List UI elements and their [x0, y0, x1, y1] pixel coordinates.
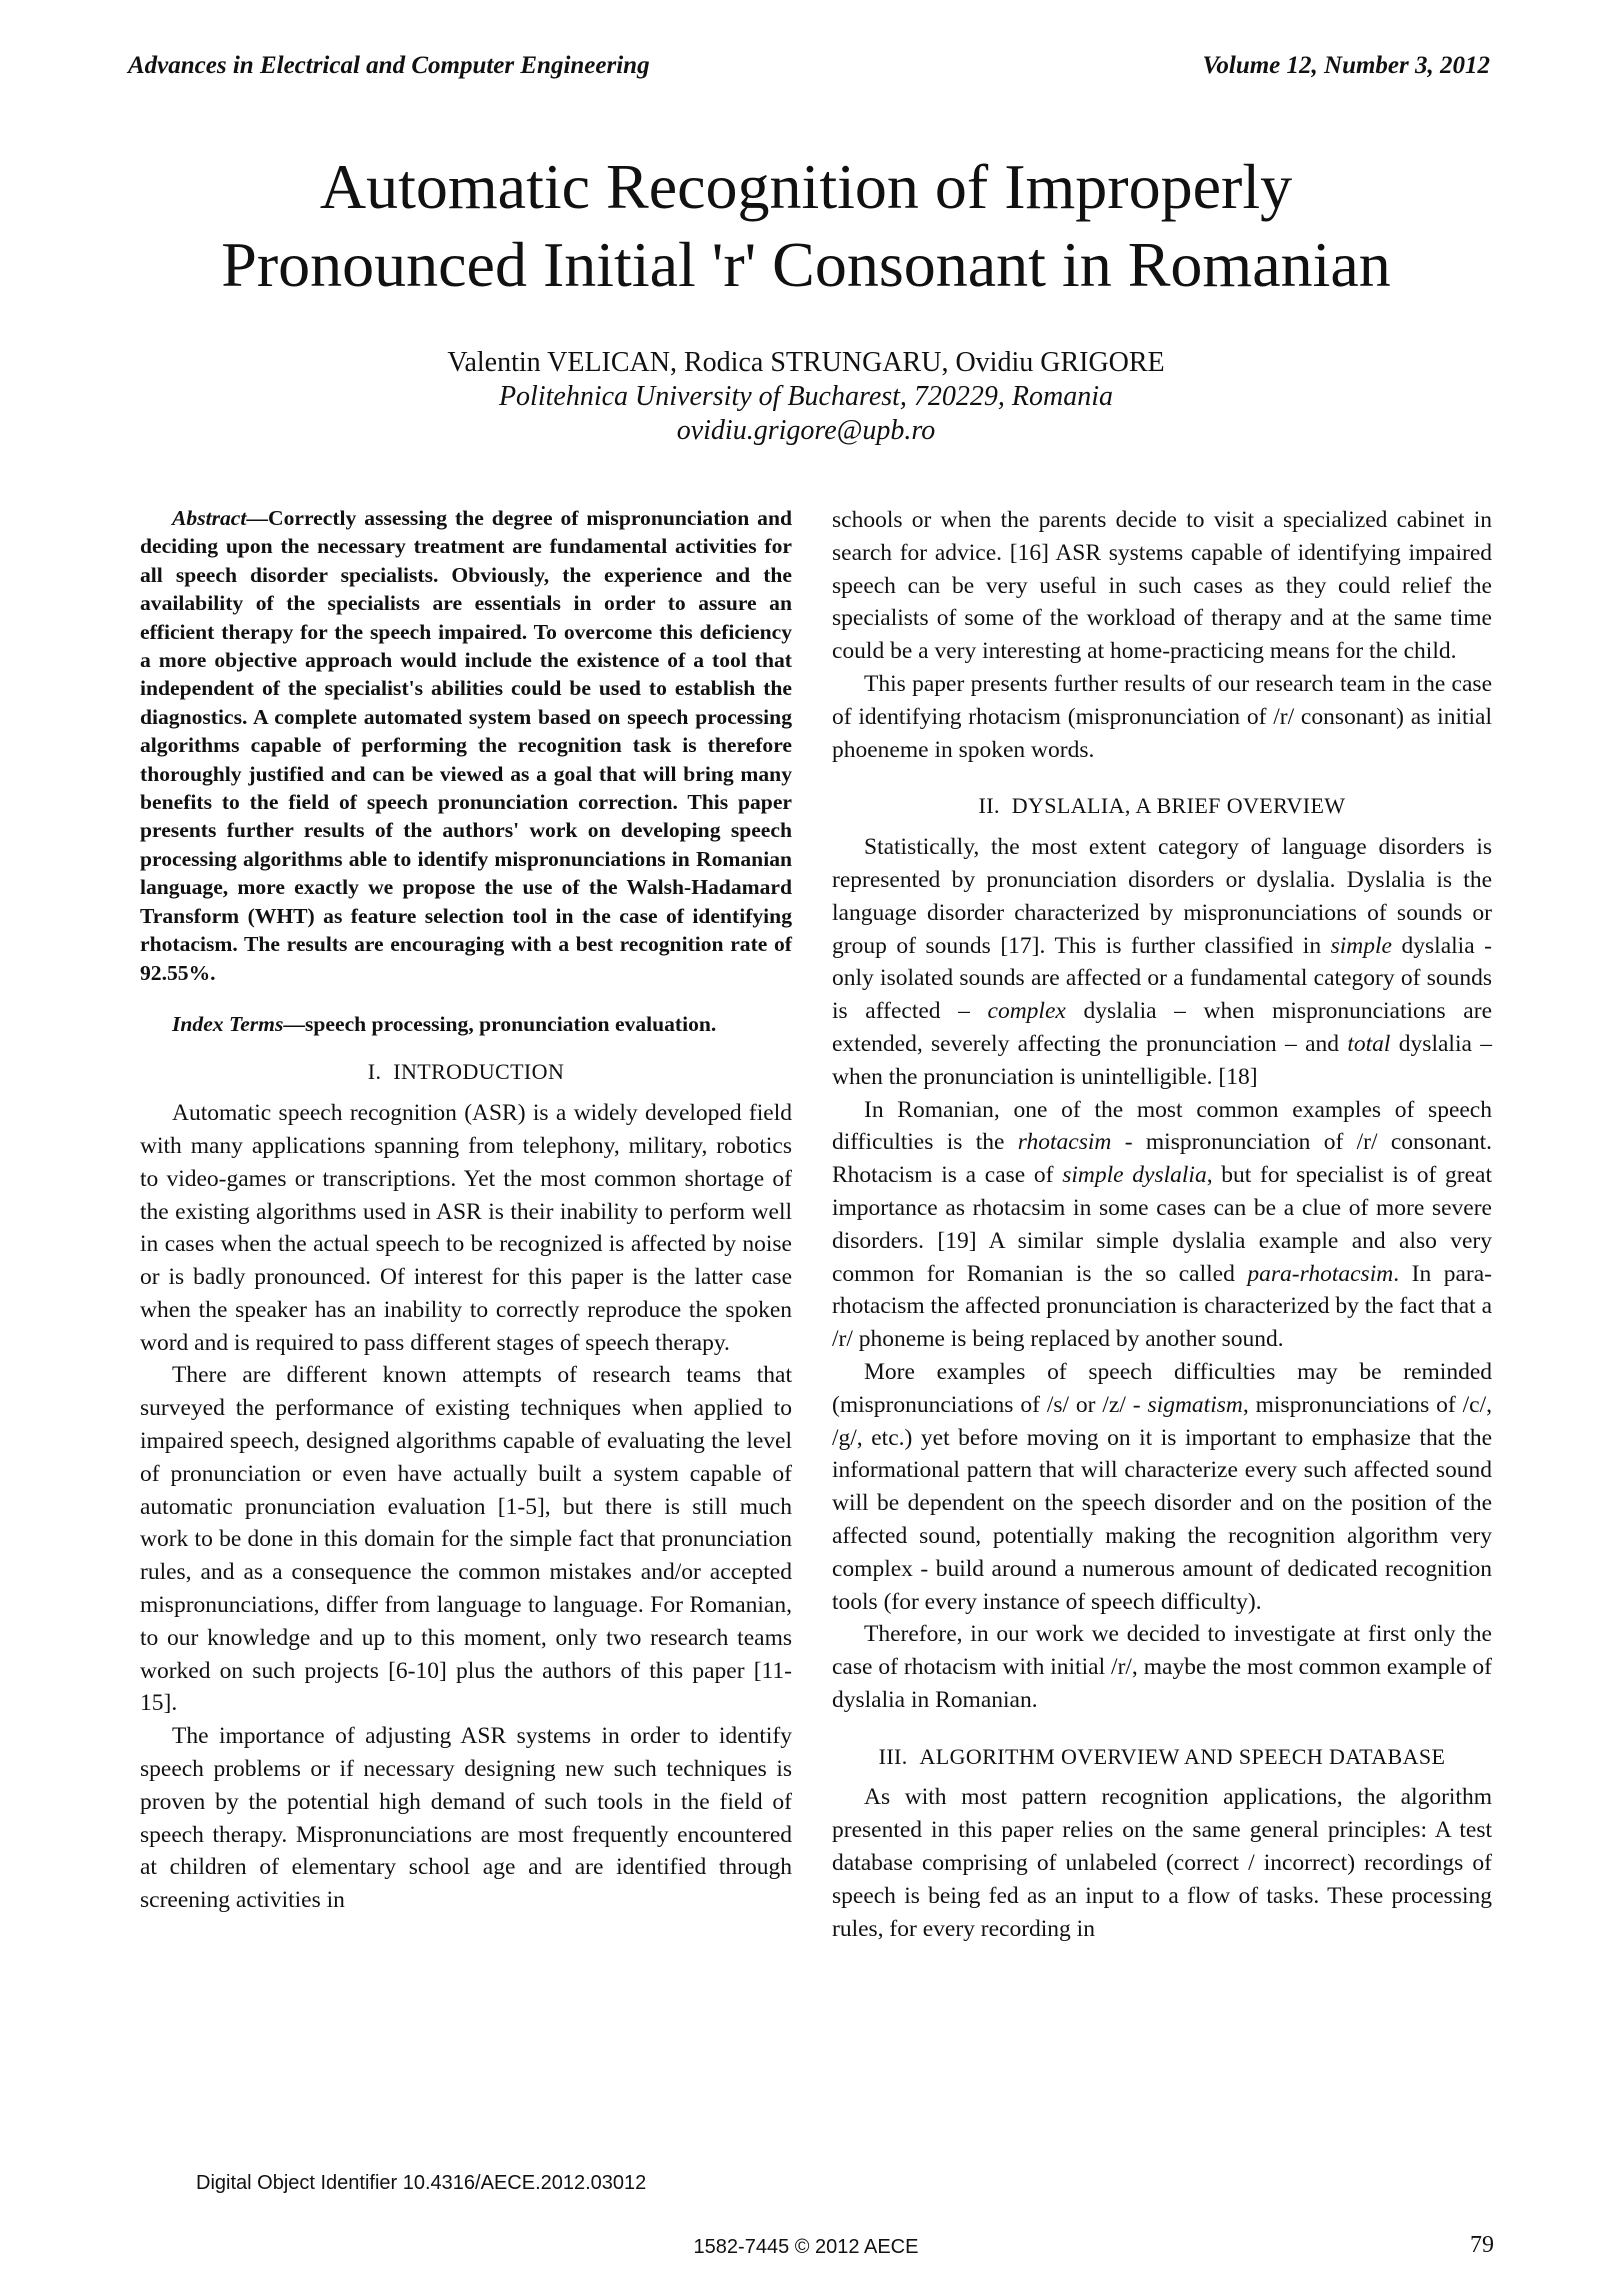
section-initial: O	[1061, 1743, 1078, 1769]
section-heading-dyslalia	[832, 790, 1492, 823]
abstract-text: —Correctly assessing the degree of mispronunciation and deciding upon the necessary treatment are fundamental activities for all speech disorder specialists. Obviously, the experience and the availability of the specialists are essentials in order to assure an efficient therapy for the speech impaired. To overcome this deficiency a more objective approach would include the existence of a tool that independent of the specialist's abilities could be used to establish the diagnostics. A complete automated system based on speech processing algorithms capable of performing the recognition task is therefore thoroughly justified and can be viewed as a goal that will bring many benefits to the field of speech pronunciation correction. This paper presents further results of the authors' work on developing speech processing algorithms able to identify mispronunciations in Romanian language, more exactly we propose the use of the Walsh-Hadamard Transform (WHT) as feature selection tool in the case of identifying rhotacism. The results are encouraging with a best recognition rate of 92.55%.	[140, 506, 792, 985]
dyslalia-paragraph-1: Statistically, the most extent category of language disorders is represented by pronunciation disorders or dyslalia. Dyslalia is the language disorder characterized by mispronunciations of sounds or group of sounds [17]. This is further classified in simple dyslalia - only isolated sounds are affected or a fundamental category of sounds is affected – complex dyslalia – when mispronunciations are extended, severely affecting the pronunciation – and total dyslalia – when the pronunciation is unintelligible. [18]	[832, 834, 1492, 1090]
dyslalia-paragraph-3: More examples of speech difficulties may be reminded (mispronunciations of /s/ or /z/ - sigmatism, mispronunciations of /c/, /g/, etc.) yet before moving on it is important to emphasize that the informational pattern that will characterize every such affected sound will be dependent on the speech disorder and on the position of the affected sound, potentially making the recognition algorithm very complex - build around a numerous amount of dedicated recognition tools (for every instance of speech difficulty).	[832, 1358, 1492, 1615]
intro-paragraph-3-continued: schools or when the parents decide to visit a specialized cabinet in search for advice. [16] ASR systems capable of identifying impaired speech can be very useful in such cases as they could relief the specialists of some of the workload of therapy and at the same time could be a very interesting at home-practicing means for the child.	[832, 507, 1492, 665]
intro-paragraph-3: The importance of adjusting ASR systems in order to identify speech problems or if necessary designing new such techniques is proven by the potential high demand of such tools in the field of speech therapy. Mispronunciations are most frequently encountered at children of elementary school age and are identified through screening activities in	[140, 1723, 792, 1914]
page-number: 79	[1470, 2232, 1494, 2258]
volume-info: Volume 12, Number 3, 2012	[1202, 52, 1490, 79]
section-rest: YSLALIA, A	[1027, 793, 1157, 819]
doi: Digital Object Identifier 10.4316/AECE.2012.03012	[196, 2172, 647, 2194]
section-rest: LGORITHM	[935, 1743, 1061, 1769]
section-rest: VERVIEW AND	[1077, 1743, 1239, 1769]
section-rest: NTRODUCTION	[400, 1059, 565, 1085]
right-column	[832, 504, 1492, 1945]
paper-title	[130, 148, 1482, 304]
section-rest: ATABASE	[1345, 1743, 1446, 1769]
intro-paragraph-2: There are different known attempts of research teams that surveyed the performance of existing techniques when applied to impaired speech, designed algorithms capable of evaluating the level of pronunciation or even have actually built a system capable of automatic pronunciation evaluation [1-5], but there is still much work to be done in this domain for the simple fact that pronunciation rules, and as a consequence the common mistakes and/or accepted mispronunciations, differ from language to language. For Romanian, to our knowledge and up to this moment, only two research teams worked on such projects [6-10] plus the authors of this paper [11-15].	[140, 1362, 792, 1717]
section-initial: S	[1238, 1743, 1252, 1769]
section-rest: VERVIEW	[1243, 793, 1346, 819]
abstract	[140, 504, 792, 987]
section-initial: D	[1329, 1743, 1346, 1769]
index-terms-text: —speech processing, pronunciation evaluation.	[283, 1011, 717, 1036]
section-number: II.	[978, 793, 1000, 819]
section-rest: PEECH	[1251, 1743, 1330, 1769]
section-initial: A	[919, 1743, 936, 1769]
section-initial: D	[1011, 793, 1028, 819]
section-number: I.	[367, 1059, 382, 1085]
abstract-label: Abstract	[172, 506, 247, 530]
section-heading-algorithm	[832, 1741, 1492, 1774]
section-heading-introduction	[140, 1056, 792, 1089]
author-email: ovidiu.grigore@upb.ro	[676, 415, 936, 446]
journal-name: Advances in Electrical and Computer Engineering	[128, 52, 650, 79]
index-terms-label: Index Terms	[172, 1011, 284, 1036]
issn-copyright: 1582-7445 © 2012 AECE	[693, 2236, 919, 2258]
section-initial: B	[1156, 793, 1172, 819]
dyslalia-paragraph-2: In Romanian, one of the most common examples of speech difficulties is the rhotacsim - mispronunciation of /r/ consonant. Rhotacism is a case of simple dyslalia, but for specialist is of great importance as rhotacsim in some cases can be a clue of more severe disorders. [19] A similar simple dyslalia example and also very common for Romanian is the so called para-rhotacsim. In para-rhotacism the affected pronunciation is characterized by the fact that a /r/ phoneme is being replaced by another sound.	[832, 1096, 1492, 1353]
title-line-1: Automatic Recognition of Improperly	[319, 151, 1293, 222]
section-number: III.	[878, 1743, 908, 1769]
index-terms	[140, 1010, 792, 1038]
left-column	[140, 504, 792, 1917]
title-line-2: Pronounced Initial 'r' Consonant in Romanian	[221, 229, 1391, 300]
algorithm-paragraph-1: As with most pattern recognition applications, the algorithm presented in this paper relies on the same general principles: A test database comprising of unlabeled (correct / incorrect) recordings of speech is being fed as an input to a flow of tasks. These processing rules, for every recording in	[832, 1784, 1492, 1942]
authors: Valentin VELICAN, Rodica STRUNGARU, Ovidiu GRIGORE	[447, 347, 1165, 378]
affiliation: Politehnica University of Bucharest, 720229, Romania	[498, 381, 1114, 412]
section-initial: I	[393, 1059, 401, 1085]
dyslalia-paragraph-4: Therefore, in our work we decided to investigate at first only the case of rhotacism with initial /r/, maybe the most common example of dyslalia in Romanian.	[832, 1621, 1492, 1713]
section-initial: O	[1226, 793, 1244, 819]
intro-paragraph-4: This paper presents further results of our research team in the case of identifying rhotacism (mispronunciation of /r/ consonant) as initial phoeneme in spoken words.	[832, 670, 1492, 763]
section-rest: RIEF	[1171, 793, 1227, 819]
intro-paragraph-1: Automatic speech recognition (ASR) is a widely developed field with many applications spanning from telephony, military, robotics to video-games or transcriptions. Yet the most common shortage of the existing algorithms used in ASR is their inability to perform well in cases when the actual speech to be recognized is affected by noise or is badly pronounced. Of interest for this paper is the latter case when the speaker has an inability to correctly reproduce the spoken word and is required to pass different stages of speech therapy.	[140, 1100, 792, 1356]
